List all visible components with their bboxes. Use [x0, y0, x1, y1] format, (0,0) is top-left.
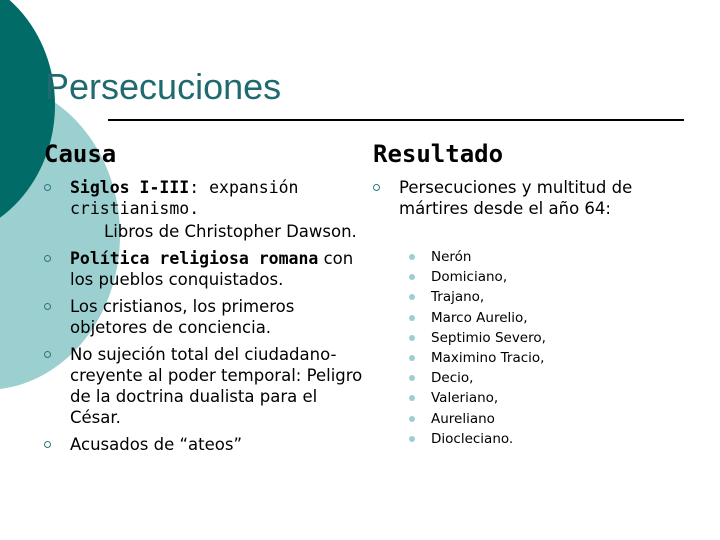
emperor-name: Septimio Severo, — [431, 329, 546, 346]
slide-title: Persecuciones — [45, 66, 282, 107]
emperor-name: Decio, — [431, 370, 474, 387]
list-item — [44, 434, 364, 455]
item-bold-text: Política religiosa romana — [70, 249, 319, 268]
emperor-name: Diocleciano. — [431, 430, 514, 447]
emperor-item — [409, 429, 546, 449]
dot-bullet-icon — [409, 375, 415, 381]
resultado-heading: Resultado — [373, 140, 504, 168]
dot-bullet-icon — [409, 416, 415, 422]
item-text: Los cristianos, los primeros objetores de conciencia. — [70, 297, 295, 337]
ring-bullet-icon — [373, 184, 380, 191]
item-bold-text: Siglos I-III — [70, 178, 190, 197]
dot-bullet-icon — [409, 315, 415, 321]
emperor-item — [409, 267, 546, 287]
dot-bullet-icon — [409, 274, 415, 280]
item-text: con los pueblos conquistados. — [70, 249, 354, 289]
emperor-name: Aureliano — [431, 410, 495, 427]
dot-bullet-icon — [409, 436, 415, 442]
emperor-item — [409, 409, 546, 429]
emperor-item — [409, 328, 546, 348]
list-item — [44, 248, 364, 290]
emperor-name: Marco Aurelio, — [431, 309, 528, 326]
resultado-list — [373, 177, 673, 225]
item-text: Acusados de “ateos” — [70, 435, 243, 454]
list-item — [373, 177, 673, 219]
sub-list-item — [70, 221, 364, 242]
emperor-name: Nerón — [431, 249, 472, 265]
list-item — [44, 177, 364, 242]
emperor-item — [409, 287, 546, 307]
emperor-item — [409, 388, 546, 408]
ring-bullet-icon — [44, 351, 51, 358]
dot-bullet-icon — [409, 335, 415, 341]
item-text: : expansión cristianismo. — [70, 178, 299, 218]
emperor-list — [409, 247, 546, 449]
emperor-name: Domiciano, — [431, 269, 508, 286]
item-text: Persecuciones y multitud de mártires desde el año 64: — [399, 178, 633, 218]
emperor-item — [409, 348, 546, 368]
emperor-name: Trajano, — [431, 289, 485, 306]
ring-bullet-icon — [44, 303, 51, 310]
emperor-item — [409, 368, 546, 388]
sub-item-text: Libros de Christopher Dawson. — [104, 222, 357, 241]
dot-bullet-icon — [409, 395, 415, 401]
emperor-name: Valeriano, — [431, 390, 499, 407]
dot-bullet-icon — [409, 355, 415, 361]
item-text: No sujeción total del ciudadano-creyente al poder temporal: Peligro de la doctrina dualista para el César. — [70, 345, 363, 427]
dot-bullet-icon — [83, 228, 90, 235]
emperor-name: Maximino Tracio, — [431, 350, 545, 367]
list-item — [44, 296, 364, 338]
causa-list — [44, 177, 364, 461]
title-underline — [108, 119, 684, 121]
causa-heading: Causa — [44, 140, 117, 168]
ring-bullet-icon — [44, 255, 51, 262]
list-item — [44, 344, 364, 428]
dot-bullet-icon — [409, 294, 415, 300]
ring-bullet-icon — [44, 184, 51, 191]
dot-bullet-icon — [409, 254, 415, 260]
emperor-item — [409, 247, 546, 267]
ring-bullet-icon — [44, 441, 51, 448]
emperor-item — [409, 308, 546, 328]
